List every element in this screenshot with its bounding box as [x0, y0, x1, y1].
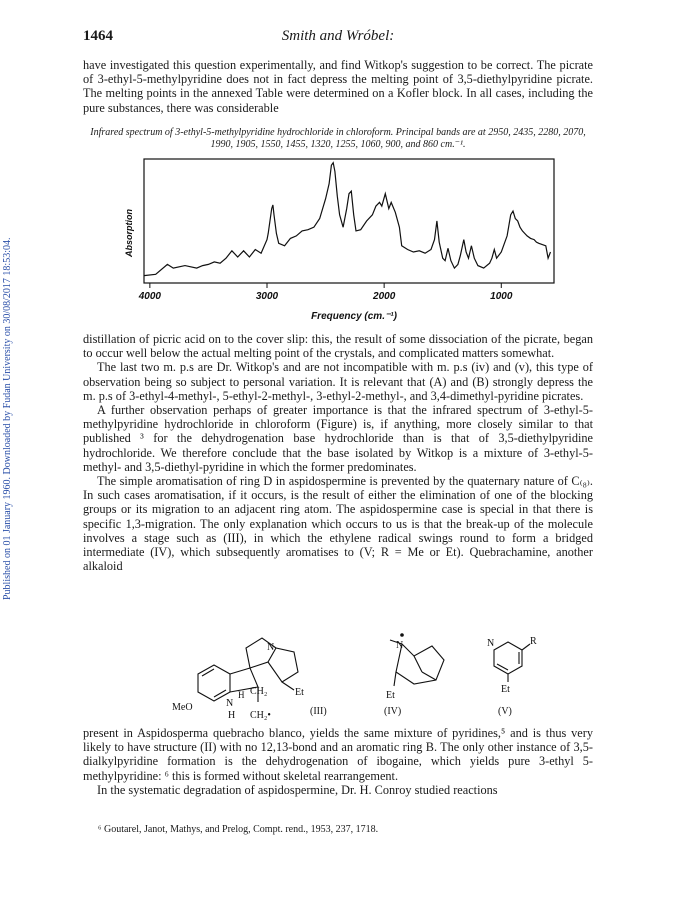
footnote: ⁶ Goutarel, Janot, Mathys, and Prelog, Compt. rend., 1953, 237, 1718.: [98, 824, 379, 835]
paragraph-5: present in Aspidosperma quebracho blanco, yields the same mixture of pyridines,⁵ and is thus very likely to have structure (II) with no 12,13-bond and an aromatic ring B. The only other instance of 3,5-dialkylpyridine formation is the dehydrogenation of ibogaine, which yields pure 3-ethyl 5-methylpyridine: ⁶ this is formed without skeletal rearrangement.: [83, 726, 593, 783]
atom-et-iv: Et: [386, 690, 395, 701]
intro-paragraph: [83, 58, 593, 115]
atom-r-v: R: [530, 636, 537, 647]
page-header: [83, 28, 593, 48]
intro-text: have investigated this question experimentally, and find Witkop's suggestion to be correct. The picrate of 3-ethyl-5-methylpyridine does not in fact depress the melting point of 3,5-diethylpyridine picrate. The melting points in the annexed Table were determined on a Kofler block. In all cases, including the pure substances, there was considerable: [83, 58, 593, 115]
piperidine-ring: [250, 648, 298, 682]
atom-ch2dot-iii: CH₂•: [250, 710, 271, 721]
atom-h-iii: H: [238, 690, 245, 700]
x-tick-label: 1000: [490, 291, 513, 302]
atom-n-iv: N: [396, 640, 404, 651]
x-axis-ticks: [138, 283, 513, 302]
atom-n-iii: N: [267, 642, 275, 653]
ethyl-bond: [394, 672, 396, 686]
atom-n-v: N: [487, 638, 495, 649]
paragraph-2: The last two m. p.s are Dr. Witkop's and are not incompatible with m. p.s (iv) and (v), this type of observation being so subject to personal variation. It is relevant that (A) and (B) strongly depress the m. p.s of 3-ethyl-4-methyl-, 5-ethyl-2-methyl-, 3-ethyl-2-methyl-, and 3,4-dimethyl-pyridine picrates.: [83, 360, 593, 403]
label-iv: (IV): [384, 706, 402, 717]
paragraph-3: A further observation perhaps of greater importance is that the infrared spectrum of 3-ethyl-5-methylpyridine hydrochloride in chloroform (Figure) is, if anything, more closely similar to that published ³ for the dehydrogenation base hydrochloride than is that of 3,5-diethylpyridine hydrochloride. We therefore conclude that the base isolated by Witkop is a mixture of 3-ethyl-5-methyl- and 3,5-diethyl-pyridine in which the former predominates.: [83, 403, 593, 474]
r-bond: [522, 644, 530, 650]
pyridine-ring: [494, 642, 522, 674]
label-v: (V): [498, 706, 512, 717]
aromatic-bond: [214, 690, 226, 697]
structure-v: [494, 642, 530, 682]
spectrum-series-line: [144, 163, 551, 276]
y-axis-label: Absorption: [124, 209, 134, 257]
bridge-bond: [414, 656, 422, 672]
radical-dot: [400, 633, 404, 637]
x-axis-label: Frequency (cm.⁻¹): [311, 311, 397, 322]
chemical-structures: [170, 632, 570, 724]
structure-iii: [198, 638, 298, 702]
atom-nh-h: H: [228, 710, 236, 721]
paragraph-1: distillation of picric acid on to the cover slip: this, the result of some dissociation of the picrate, began to occur well below the actual melting point of the crystals, and complicated matters somewhat.: [83, 332, 593, 361]
atom-meo: MeO: [172, 702, 193, 713]
paragraph-6: In the systematic degradation of aspidospermine, Dr. H. Conroy studied reactions: [97, 782, 498, 797]
atom-et-iii: Et: [295, 687, 304, 698]
x-tick-label: 2000: [373, 291, 396, 302]
label-iii: (III): [310, 706, 327, 717]
atom-ch2-iii: CH₂: [250, 686, 268, 697]
bond: [282, 682, 294, 690]
aromatic-bond: [202, 669, 214, 676]
x-tick-label: 4000: [138, 291, 161, 302]
benzene-ring: [198, 665, 230, 701]
figure-caption: Infrared spectrum of 3-ethyl-5-methylpyridine hydrochloride in chloroform. Principal bands are at 2950, 2435, 2280, 2070, 1990, 1905, 1550, 1455, 1320, 1255, 1060, 900, and 860 cm.⁻¹.: [90, 127, 586, 150]
atom-nh-n: N: [226, 698, 234, 709]
watermark-text: Published on 01 January 1960. Downloaded by Fudan University on 30/08/2017 18:53:04.: [2, 237, 13, 600]
download-watermark: [2, 120, 16, 600]
ir-spectrum-chart: [114, 157, 564, 327]
bridge-bond: [422, 672, 436, 680]
page-number: 1464: [83, 28, 113, 44]
x-tick-label: 3000: [255, 291, 279, 302]
paragraph-4: The simple aromatisation of ring D in aspidospermine is prevented by the quaternary nature of C₍₈₎. In such cases aromatisation, if it occurs, is the result of either the elimination of one of the blocking groups or its migration to an adjacent ring atom. The aspidospermine case is special in that there is specific 1,3-migration. The only explanation which occurs to us is that the break-up of the molecule involves a stage such as (III), in which the ethylene radical swings round to form a bridged intermediate (IV), which subsequently aromatises to (V; R = Me or Et). Quebrachamine, another alkaloid: [83, 474, 593, 574]
atom-et-v: Et: [501, 684, 510, 695]
body-text-continued: [83, 726, 593, 797]
body-text: [83, 332, 593, 573]
running-head: Smith and Wróbel:: [281, 28, 395, 44]
